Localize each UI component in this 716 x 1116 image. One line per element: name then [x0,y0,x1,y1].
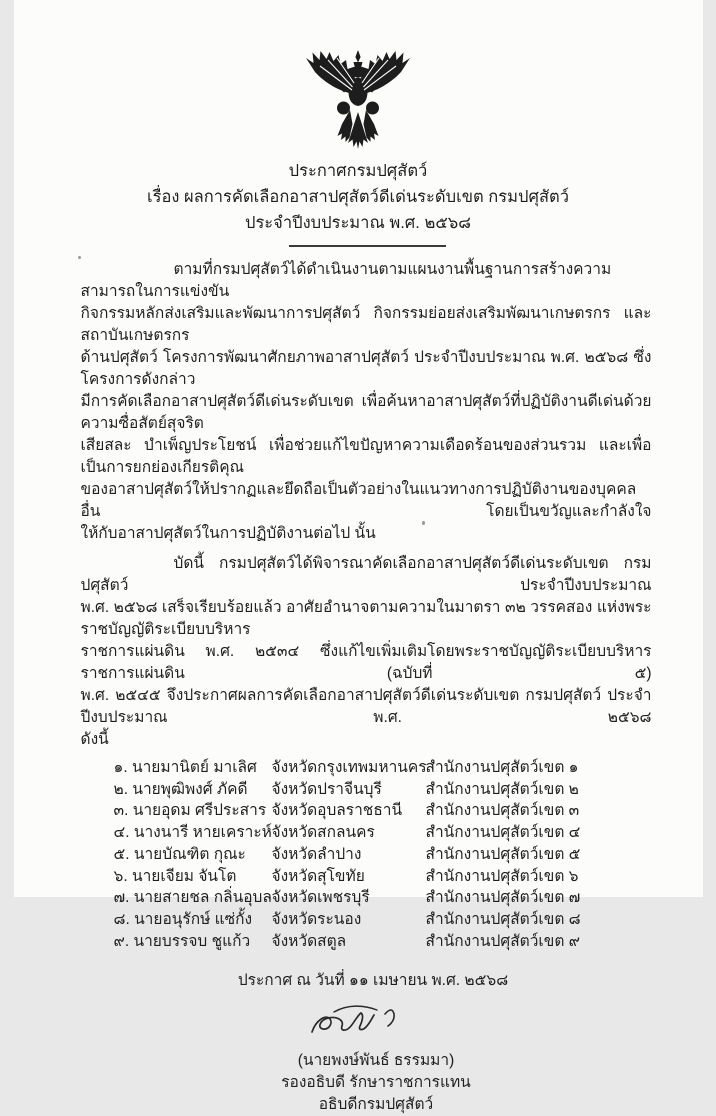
awardee-province: จังหวัดลำปาง [272,844,426,866]
list-item [114,779,652,801]
awardee-office: สำนักงานปศุสัตว์เขต ๓ [426,800,652,822]
awardee-name: ๗. นายสายชล กลิ่นอุบล [114,887,272,909]
awardee-province: จังหวัดกรุงเทพมหานคร [272,757,426,779]
title-block [14,158,703,236]
awardee-office: สำนักงานปศุสัตว์เขต ๔ [426,822,652,844]
awardee-office: สำนักงานปศุสัตว์เขต ๖ [426,866,652,888]
document-subject: เรื่อง ผลการคัดเลือกอาสาปศุสัตว์ดีเด่นระดับเขต กรมปศุสัตว์ [14,184,703,210]
document-body [81,259,652,952]
awardee-name: ๕. นายบัณฑิต กุณะ [114,844,272,866]
paragraph-line: ด้านปศุสัตว์ โครงการพัฒนาศักยภาพอาสาปศุสัตว์ ประจำปีงบประมาณ พ.ศ. ๒๕๖๘ ซึ่งโครงการดังกล่าว [81,347,652,391]
document-title: ประกาศกรมปศุสัตว์ [14,158,703,184]
announcement-date: ประกาศ ณ วันที่ ๑๑ เมษายน พ.ศ. ๒๕๖๘ [29,970,716,992]
title-divider [289,245,446,247]
awardee-province: จังหวัดสกลนคร [272,822,426,844]
awardee-list [81,757,652,952]
paragraph-line: พ.ศ. ๒๕๖๘ เสร็จเรียบร้อยแล้ว อาศัยอำนาจตามความในมาตรา ๓๒ วรรคสอง แห่งพระราชบัญญัติระเบียบบริหาร [81,597,652,641]
paragraph-preamble [81,259,652,545]
list-item [114,866,652,888]
awardee-province: จังหวัดอุบลราชธานี [272,800,426,822]
awardee-province: จังหวัดสุโขทัย [272,866,426,888]
paragraph-line: ของอาสาปศุสัตว์ให้ปรากฏและยึดถือเป็นตัวอย่างในแนวทางการปฏิบัติงานของบุคคลอื่น โดยเป็นขวัญและกำลังใจ [81,479,652,523]
paragraph-line: เสียสละ บำเพ็ญประโยชน์ เพื่อช่วยแก้ไขปัญหาความเดือดร้อนของส่วนรวม และเพื่อเป็นการยกย่องเกียรติคุณ [81,435,652,479]
scan-speck [78,256,81,259]
awardee-province: จังหวัดระนอง [272,909,426,931]
awardee-name: ๔. นางนารี หายเคราะห์ [114,822,272,844]
paragraph-line: กิจกรรมหลักส่งเสริมและพัฒนาการปศุสัตว์ กิจกรรมย่อยส่งเสริมพัฒนาเกษตรกร และสถาบันเกษตรกร [81,303,652,347]
list-item [114,844,652,866]
awardee-office: สำนักงานปศุสัตว์เขต ๕ [426,844,652,866]
paragraph-line: ให้กับอาสาปศุสัตว์ในการปฏิบัติงานต่อไป นั้น [81,523,652,545]
list-item [114,757,652,779]
awardee-name: ๓. นายอุดม ศรีประสาร [114,800,272,822]
paragraph-line: ราชการแผ่นดิน พ.ศ. ๒๕๓๔ ซึ่งแก้ไขเพิ่มเติมโดยพระราชบัญญัติระเบียบบริหารราชการแผ่นดิน (ฉบับที่ ๕) [81,641,652,685]
signer-title-1: รองอธิบดี รักษาราชการแทน [32,1072,716,1094]
awardee-name: ๙. นายบรรจบ ชูแก้ว [114,931,272,953]
list-item [114,800,652,822]
signer-name: (นายพงษ์พันธ์ ธรรมมา) [32,1050,716,1072]
list-item [114,887,652,909]
awardee-office: สำนักงานปศุสัตว์เขต ๗ [426,887,652,909]
paragraph-line: ตามที่กรมปศุสัตว์ได้ดำเนินงานตามแผนงานพื้นฐานการสร้างความสามารถในการแข่งขัน [81,259,652,303]
awardee-province: จังหวัดปราจีนบุรี [272,779,426,801]
awardee-name: ๒. นายพุฒิพงศ์ ภัคดี [114,779,272,801]
awardee-name: ๘. นายอนุรักษ์ แซ่กั้ง [114,909,272,931]
announcement-document [14,0,703,897]
awardee-office: สำนักงานปศุสัตว์เขต ๙ [426,931,652,953]
document-fiscal-year: ประจำปีงบประมาณ พ.ศ. ๒๕๖๘ [14,210,703,236]
signer-block [32,1050,716,1116]
scan-speck [422,521,425,525]
paragraph-line: ดังนี้ [81,729,652,751]
paragraph-line: มีการคัดเลือกอาสาปศุสัตว์ดีเด่นระดับเขต เพื่อค้นหาอาสาปศุสัตว์ที่ปฏิบัติงานดีเด่นด้วยความซื่อสัตย์สุจริต [81,391,652,435]
paragraph-announcement [81,553,652,751]
awardee-province: จังหวัดเพชรบุรี [272,887,426,909]
paragraph-line: บัดนี้ กรมปศุสัตว์ได้พิจารณาคัดเลือกอาสาปศุสัตว์ดีเด่นระดับเขต กรมปศุสัตว์ ประจำปีงบประมาณ [81,553,652,597]
signature-handwriting [304,1000,400,1046]
awardee-province: จังหวัดสตูล [272,931,426,953]
signer-title-2: อธิบดีกรมปศุสัตว์ [32,1094,716,1116]
awardee-office: สำนักงานปศุสัตว์เขต ๘ [426,909,652,931]
garuda-emblem-icon [300,50,416,150]
awardee-name: ๖. นายเจียม จันโต [114,866,272,888]
list-item [114,822,652,844]
list-item [114,909,652,931]
list-item [114,931,652,953]
awardee-office: สำนักงานปศุสัตว์เขต ๑ [426,757,652,779]
awardee-name: ๑. นายมานิตย์ มาเลิศ [114,757,272,779]
awardee-office: สำนักงานปศุสัตว์เขต ๒ [426,779,652,801]
paragraph-line: พ.ศ. ๒๕๔๕ จึงประกาศผลการคัดเลือกอาสาปศุสัตว์ดีเด่นระดับเขต กรมปศุสัตว์ ประจำปีงบประมาณ พ.ศ. ๒๕๖๘ [81,685,652,729]
